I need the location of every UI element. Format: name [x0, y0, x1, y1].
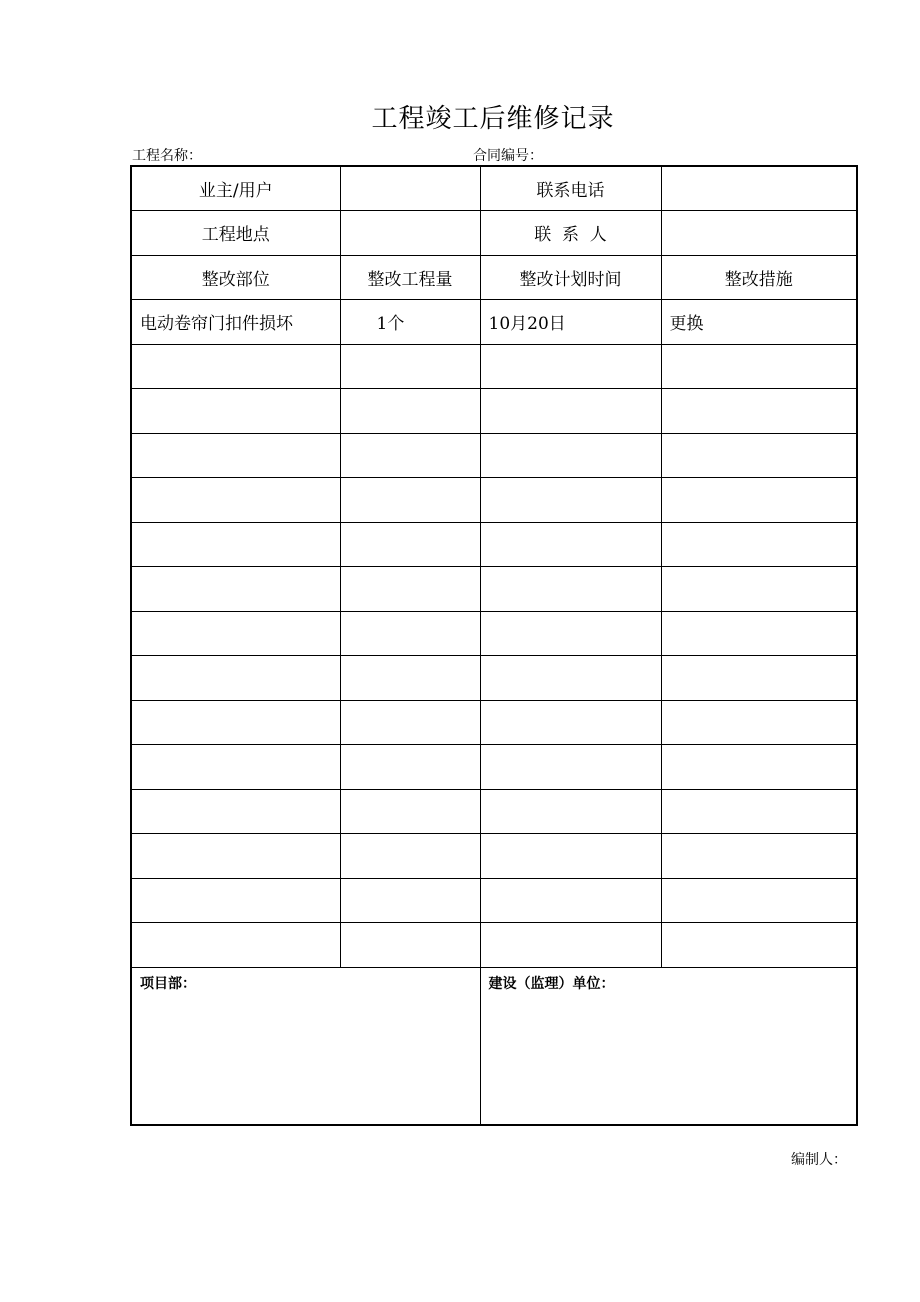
table-cell: [131, 344, 340, 389]
compiler-label: 编制人：: [791, 1152, 847, 1168]
column-header: 整改措施: [661, 255, 857, 300]
table-row: [131, 522, 857, 567]
table-cell: [340, 923, 480, 968]
table-cell: 1个: [340, 300, 480, 345]
table-cell: [131, 923, 340, 968]
table-cell: [480, 789, 661, 834]
table-cell: [131, 567, 340, 612]
table-row: [131, 700, 857, 745]
table-cell: [661, 700, 857, 745]
table-row: [131, 923, 857, 968]
table-cell: [131, 789, 340, 834]
table-cell: [480, 700, 661, 745]
table-cell: [661, 522, 857, 567]
table-cell: 电动卷帘门扣件损坏: [131, 300, 340, 345]
table-cell: [340, 522, 480, 567]
table-cell: [480, 567, 661, 612]
table-cell: [661, 834, 857, 879]
table-cell: [480, 656, 661, 701]
table-cell: [131, 700, 340, 745]
contact-value: [661, 211, 857, 256]
table-cell: [340, 789, 480, 834]
table-cell: [661, 433, 857, 478]
table-cell: [661, 878, 857, 923]
table-row: [131, 789, 857, 834]
table-cell: 更换: [661, 300, 857, 345]
phone-value: [661, 166, 857, 211]
table-cell: [661, 389, 857, 434]
table-row: [131, 745, 857, 790]
owner-label: 业主/用户: [131, 166, 340, 211]
location-value: [340, 211, 480, 256]
table-row: [131, 567, 857, 612]
table-cell: [340, 834, 480, 879]
table-cell: [131, 656, 340, 701]
column-header-row: [131, 255, 857, 300]
table-cell: [661, 478, 857, 523]
table-cell: [131, 522, 340, 567]
table-cell: [131, 389, 340, 434]
table-cell: [480, 834, 661, 879]
table-cell: [340, 389, 480, 434]
phone-label: 联系电话: [480, 166, 661, 211]
table-row: [131, 834, 857, 879]
table-cell: [480, 478, 661, 523]
table-cell: [340, 656, 480, 701]
table-cell: [340, 611, 480, 656]
table-cell: [480, 522, 661, 567]
table-cell: [661, 567, 857, 612]
table-cell: 10月20日: [480, 300, 661, 345]
table-cell: [340, 478, 480, 523]
table-cell: [480, 878, 661, 923]
supervisor-label: 建设（监理）单位：: [480, 967, 857, 1125]
table-cell: [131, 745, 340, 790]
project-dept-label: 项目部：: [131, 967, 480, 1125]
table-cell: [131, 611, 340, 656]
table-cell: [131, 478, 340, 523]
table-cell: [340, 745, 480, 790]
maintenance-record-table: [130, 165, 858, 1126]
contract-no-label: 合同编号：: [473, 148, 543, 164]
table-cell: [340, 344, 480, 389]
table-cell: [340, 567, 480, 612]
table-cell: [480, 389, 661, 434]
owner-row: [131, 166, 857, 211]
table-cell: [661, 745, 857, 790]
table-cell: [340, 433, 480, 478]
table-cell: [661, 789, 857, 834]
table-cell: [131, 433, 340, 478]
table-cell: [340, 700, 480, 745]
table-cell: [480, 433, 661, 478]
table-row: [131, 344, 857, 389]
table-row: [131, 389, 857, 434]
table-cell: [480, 923, 661, 968]
table-cell: [480, 745, 661, 790]
table-cell: [661, 611, 857, 656]
table-cell: [661, 923, 857, 968]
table-row: [131, 478, 857, 523]
table-row: [131, 433, 857, 478]
table-cell: [480, 344, 661, 389]
table-row: [131, 300, 857, 345]
table-row: [131, 878, 857, 923]
table-cell: [661, 656, 857, 701]
signature-row: [131, 967, 857, 1125]
column-header: 整改计划时间: [480, 255, 661, 300]
column-header: 整改工程量: [340, 255, 480, 300]
table-cell: [131, 834, 340, 879]
location-label: 工程地点: [131, 211, 340, 256]
table-cell: [131, 878, 340, 923]
table-cell: [661, 344, 857, 389]
column-header: 整改部位: [131, 255, 340, 300]
table-cell: [480, 611, 661, 656]
table-row: [131, 656, 857, 701]
project-name-label: 工程名称：: [132, 148, 202, 164]
table-row: [131, 611, 857, 656]
owner-value: [340, 166, 480, 211]
table-cell: [340, 878, 480, 923]
document-title: 工程竣工后维修记录: [371, 104, 615, 134]
location-row: [131, 211, 857, 256]
contact-label: 联 系 人: [480, 211, 661, 256]
